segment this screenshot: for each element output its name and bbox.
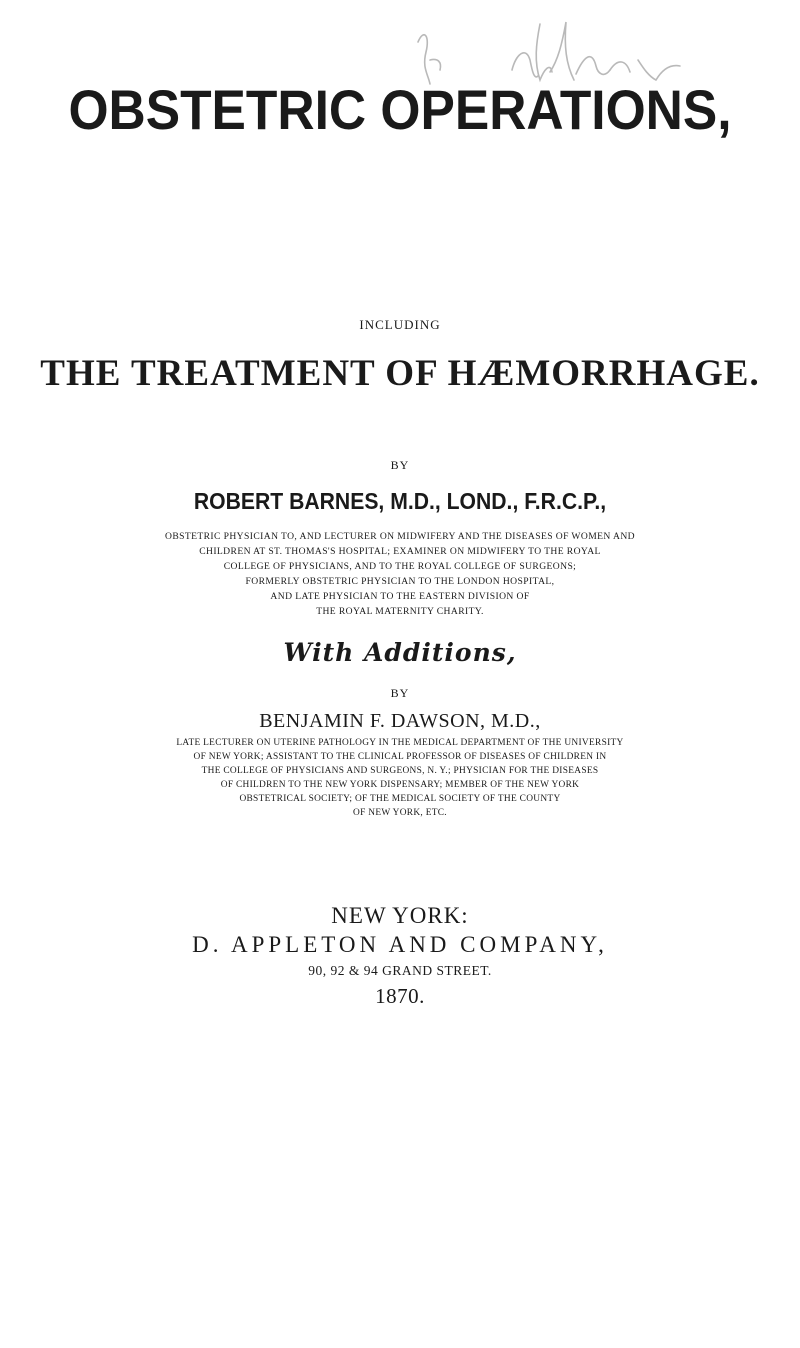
editor-credential-line: OF NEW YORK, ETC. [353,808,447,818]
author-name: ROBERT BARNES, M.D., LOND., F.R.C.P., [193,488,607,514]
editor-credential-line: THE COLLEGE OF PHYSICIANS AND SURGEONS, N. Y.; PHYSICIAN FOR THE DISEASES [201,766,599,776]
editor-credential-line: OBSTETRICAL SOCIETY; OF THE MEDICAL SOCIETY OF THE COUNTY [239,794,561,804]
by-label: BY [390,458,410,472]
author-credential-line: CHILDREN AT ST. THOMAS'S HOSPITAL; EXAMINER ON MIDWIFERY TO THE ROYAL [199,546,601,557]
editor-credential-line: OF NEW YORK; ASSISTANT TO THE CLINICAL PROFESSOR OF DISEASES OF CHILDREN IN [193,752,607,762]
book-title: OBSTETRIC OPERATIONS, [68,78,732,141]
author-credential-line: FORMERLY OBSTETRIC PHYSICIAN TO THE LONDON HOSPITAL, [245,576,555,587]
publisher-address: 90, 92 & 94 GRAND STREET. [308,963,492,978]
author-credential-line: THE ROYAL MATERNITY CHARITY. [316,606,484,617]
book-subtitle: THE TREATMENT OF HÆMORRHAGE. [40,353,760,394]
publication-place: NEW YORK: [331,903,469,928]
publisher-name: D. APPLETON AND COMPANY, [192,932,608,957]
including-label: INCLUDING [359,317,441,332]
editor-name: BENJAMIN F. DAWSON, M.D., [259,710,541,732]
author-credential-line: AND LATE PHYSICIAN TO THE EASTERN DIVISION OF [270,591,530,602]
by-label-editor: BY [390,686,410,700]
with-additions-heading: With Additions, [283,638,517,667]
author-credential-line: OBSTETRIC PHYSICIAN TO, AND LECTURER ON MIDWIFERY AND THE DISEASES OF WOMEN AND [164,531,635,542]
editor-credential-line: LATE LECTURER ON UTERINE PATHOLOGY IN THE MEDICAL DEPARTMENT OF THE UNIVERSITY [176,738,624,748]
publication-year: 1870. [375,984,425,1008]
editor-credential-line: OF CHILDREN TO THE NEW YORK DISPENSARY; MEMBER OF THE NEW YORK [220,780,580,790]
author-credential-line: COLLEGE OF PHYSICIANS, AND TO THE ROYAL COLLEGE OF SURGEONS; [223,561,577,572]
